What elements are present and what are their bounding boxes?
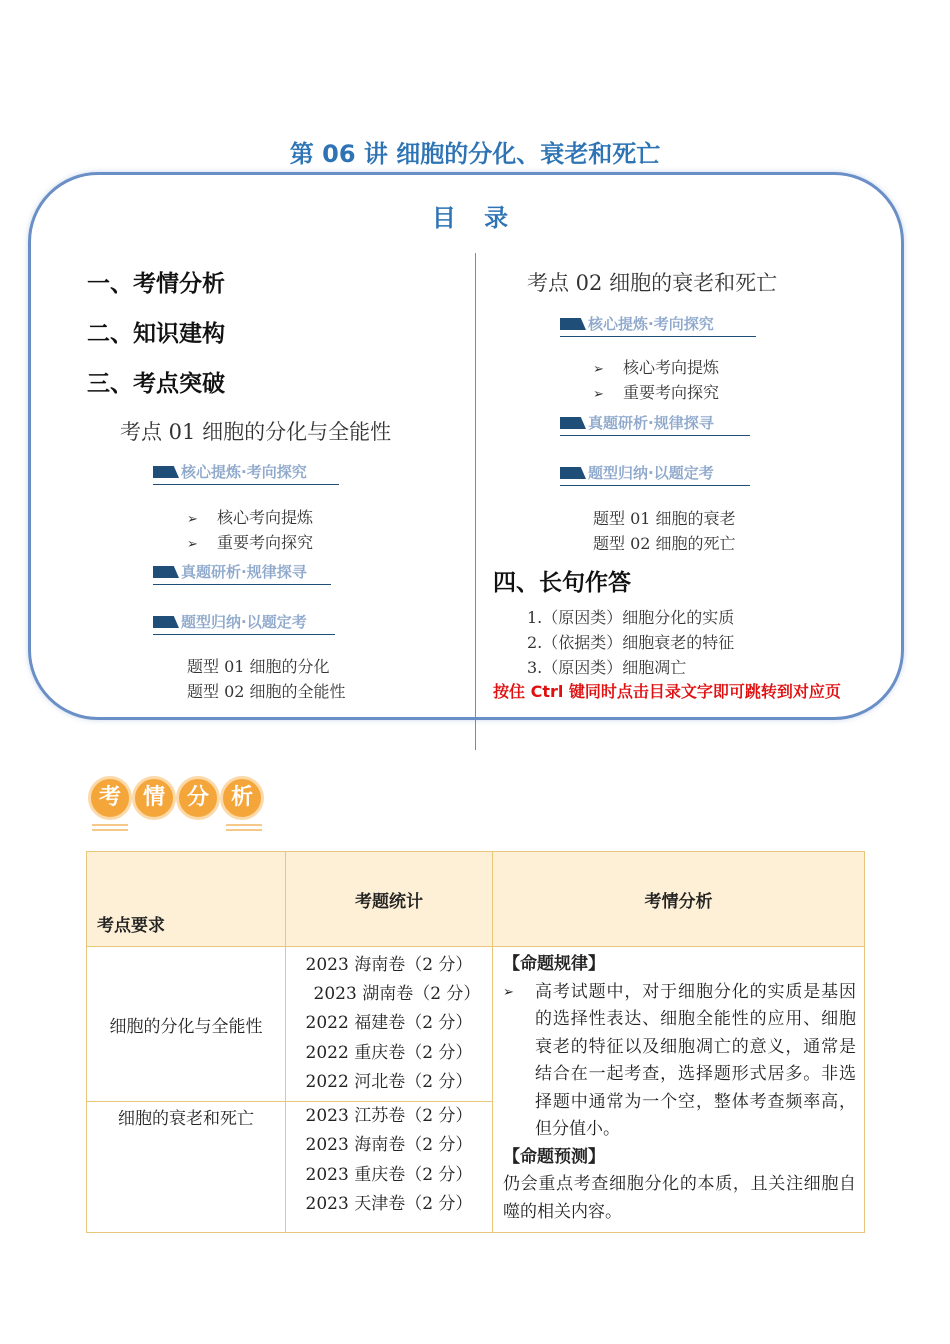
badge-char-3: 分 [176,776,220,820]
badge-char-4: 析 [220,776,264,820]
toc-section-2[interactable]: 二、知识建构 [87,321,225,347]
stats-cell [286,947,493,1102]
toc-type-right-1[interactable]: 题型 01 细胞的衰老 [593,509,736,528]
rule-bullet [503,979,856,1144]
header-analysis: 考情分析 [493,852,865,947]
arrow-bullet-icon: ➢ [187,512,198,527]
tag-label: 核心提炼·考向探究 [588,315,714,333]
arrow-bullet-icon: ➢ [503,984,514,1000]
tag-label: 题型归纳·以题定考 [588,464,714,482]
page-title: 第 06 讲 细胞的分化、衰老和死亡 [289,140,661,168]
header-requirement: 考点要求 [87,852,286,947]
badge-stripe [92,829,128,831]
toc-tag-core-right[interactable] [560,316,756,338]
stat-item: 2023 天津卷（2 分） [305,1194,473,1215]
toc-kaodian-02[interactable]: 考点 02 细胞的衰老和死亡 [527,271,778,295]
toc-section-1[interactable]: 一、考情分析 [87,271,225,297]
tag-underline [560,485,750,486]
predict-text: 仍会重点考查细胞分化的本质，且关注细胞自噬的相关内容。 [503,1174,856,1222]
stat-item: 2023 重庆卷（2 分） [305,1164,473,1185]
tag-bar-icon [153,466,179,478]
badge-char-1: 考 [88,776,132,820]
tag-underline [560,435,750,436]
toc-frame [28,172,904,720]
toc-long-2[interactable]: 2.（依据类）细胞衰老的特征 [527,633,735,652]
toc-tag-real-right[interactable] [560,415,750,437]
exam-analysis-table [86,851,865,1233]
toc-type-left-1[interactable]: 题型 01 细胞的分化 [187,657,330,676]
rule-label: 【命题规律】 [503,954,605,974]
toc-long-3[interactable]: 3.（原因类）细胞凋亡 [527,658,687,677]
toc-tag-type-right[interactable] [560,465,750,487]
stat-item: 2022 重庆卷（2 分） [305,1042,473,1063]
header-stats: 考题统计 [286,852,493,947]
stat-item: 2023 江苏卷（2 分） [305,1106,473,1127]
predict-label: 【命题预测】 [503,1146,605,1167]
requirement-cell: 细胞的衰老和死亡 [87,1102,286,1233]
tag-bar-icon [560,467,586,479]
tag-underline [153,484,339,485]
toc-tag-core-left[interactable] [153,464,339,486]
toc-type-left-2[interactable]: 题型 02 细胞的全能性 [187,682,346,701]
stat-item: 2022 福建卷（2 分） [305,1013,473,1034]
toc-divider [475,253,476,750]
toc-bullet-right-1[interactable]: ➢ 核心考向提炼 [593,358,720,377]
toc-tag-real-left[interactable] [153,564,331,586]
tag-bar-icon [153,566,179,578]
tag-label: 题型归纳·以题定考 [181,613,307,631]
stat-item: 2023 海南卷（2 分） [305,1135,473,1156]
tag-label: 真题研析·规律探寻 [181,563,307,581]
toc-bullet-left-1[interactable]: ➢ 核心考向提炼 [187,508,314,527]
badge-char-2: 情 [132,776,176,820]
tag-bar-icon [153,616,179,628]
toc-long-1[interactable]: 1.（原因类）细胞分化的实质 [527,608,735,627]
badge-stripe [92,824,128,826]
tag-label: 核心提炼·考向探究 [181,463,307,481]
badge-stripe [226,829,262,831]
toc-bullet-left-2[interactable]: ➢ 重要考向探究 [187,533,314,552]
tag-underline [153,584,331,585]
stat-item: 2023 海南卷（2 分） [305,954,473,975]
arrow-bullet-icon: ➢ [593,387,604,402]
arrow-bullet-icon: ➢ [593,362,604,377]
toc-heading: 目 录 [431,204,519,232]
stats-cell [286,1102,493,1233]
toc-section-4[interactable]: 四、长句作答 [493,570,631,596]
toc-tag-type-left[interactable] [153,614,335,636]
kaoqing-badge [88,776,268,832]
toc-kaodian-01[interactable]: 考点 01 细胞的分化与全能性 [120,420,392,444]
tag-bar-icon [560,417,586,429]
stat-item: 2022 河北卷（2 分） [305,1072,473,1093]
toc-type-right-2[interactable]: 题型 02 细胞的死亡 [593,534,736,553]
tag-bar-icon [560,318,586,330]
stat-item: 2023 湖南卷（2 分） [313,983,481,1004]
requirement-cell: 细胞的分化与全能性 [87,947,286,1102]
tag-label: 真题研析·规律探寻 [588,414,714,432]
badge-stripe [226,824,262,826]
arrow-bullet-icon: ➢ [187,537,198,552]
analysis-cell [493,947,865,1233]
toc-bullet-right-2[interactable]: ➢ 重要考向探究 [593,383,720,402]
tag-underline [153,634,335,635]
tag-underline [560,336,756,337]
rule-text: 高考试题中，对于细胞分化的实质是基因的选择性表达、细胞全能性的应用、细胞衰老的特征以及细胞凋亡的意义，通常是结合在一起考查，选择题形式居多。非选择题中通常为一个空，整体考查频率高，但分值小。 [535,981,856,1139]
toc-section-3[interactable]: 三、考点突破 [87,371,225,397]
ctrl-click-note: 按住 Ctrl 键同时点击目录文字即可跳转到对应页 [493,682,841,701]
